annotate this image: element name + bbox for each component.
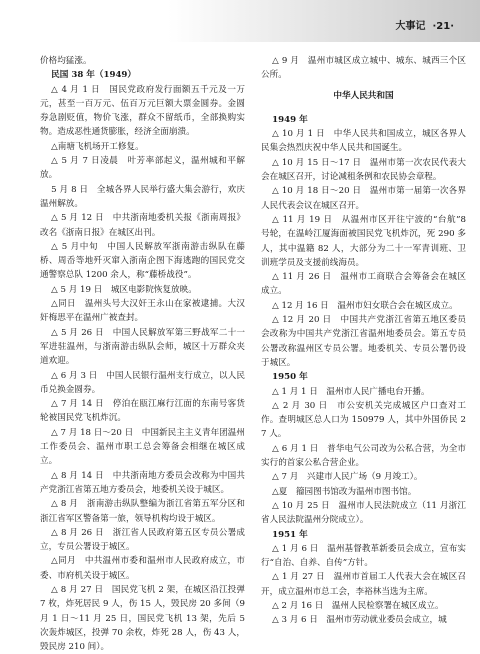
event-entry: △ 2 月 16 日 温州人民检察署在城区成立。 xyxy=(272,600,444,611)
event-entry: △ 8 月 浙南游击纵队整编为浙江省第五军分区和浙江省军区警备第一旅，领导机构均设于城区。 xyxy=(40,499,245,524)
event-entry: △ 2 月 30 日 市公安机关完成城区户口查对工作。查明城区总人口为 150979 人，其中外国侨民 27 人。 xyxy=(261,400,466,440)
event-entry: △ 5 月中旬 中国人民解放军浙南游击纵队在藤桥、周岙等地歼灭窜入浙南企图下海逃跑的国民党交通警察总队 1200 余人，称“藤桥战役”。 xyxy=(40,241,245,281)
event-entry: △ 11 月 26 日 温州市工商联合会筹备会在城区成立。 xyxy=(261,272,466,297)
event-entry: △ 3 月 6 日 温州市劳动就业委员会成立，城 xyxy=(272,615,447,626)
event-entry: △ 11 月 19 日 从温州市区开往宁波的“台航”8 号轮，在温岭江厦海面被国民党飞机炸沉，死 290 多人，其中温籍 82 人，大部分为二十一军青训班、卫训班学员及支援前线海员。 xyxy=(261,214,466,268)
event-entry: △ 8 月 27 日 国民党飞机 2 架，在城区沿江投弹 7 枚，炸死居民 9 人，伤 15 人，毁民房 20 多间（9 月 1 日～11 月 25 日，国民党飞机 13 架，先后 5 次轰炸城区，投弹 70 余枚，炸死 28 人，伤 43 人，毁民房 210 间）。 xyxy=(40,584,245,653)
page-number: ·21· xyxy=(432,21,454,32)
text-paragraph: 价格均猛涨。 xyxy=(40,56,92,66)
event-entry: △ 1 月 6 日 温州基督教革新委员会成立，宣布实行“自治、自养、自传”方针。 xyxy=(261,543,466,569)
event-entry: △ 12 月 20 日 中国共产党浙江省第五地区委员会改称为中国共产党浙江省温州地委员会。第五专员公署改称温州区专员公署。地委机关、专员公署仍设于城区。 xyxy=(261,315,466,368)
event-entry: △ 12 月 16 日 温州市妇女联合会在城区成立。 xyxy=(272,300,458,311)
event-entry: △ 10 月 15 日～17 日 温州市第一次农民代表大会在城区召开，讨论减租条例和农民协会章程。 xyxy=(261,157,466,183)
event-entry: △ 8 月 14 日 中共浙南地方委员会改称为中国共产党浙江省第五地方委员会，地委机关设于城区。 xyxy=(40,470,245,495)
event-entry: △ 1 月 1 日 温州市人民广播电台开播。 xyxy=(272,386,430,397)
right-column xyxy=(261,54,466,628)
page-header xyxy=(0,0,480,42)
event-entry: △ 4 月 1 日 国民党政府发行面额五千元及一万元，甚至一百万元、伍百万元巨额大票金圆券。金圆券急剧贬值，物价飞涨，群众不留纸币，全部换购实物。造成恶性通货膨胀，经济全面崩溃。 xyxy=(40,84,245,138)
event-entry: △ 7 月 兴建市人民广场（9 月竣工）。 xyxy=(272,472,423,483)
section-title: 大事记 xyxy=(395,21,426,32)
event-entry: △ 5 月 12 日 中共浙南地委机关报《浙南周报》改名《浙南日报》在城区出刊。 xyxy=(40,213,245,238)
event-entry: △同月 中共温州市委和温州市人民政府成立，市委、市府机关设于城区。 xyxy=(40,556,245,581)
event-entry: △同日 温州头号大汉奸王永山在家被逮捕。大汉奸梅思平在温州广被查封。 xyxy=(40,299,245,324)
left-column xyxy=(40,54,245,654)
event-entry: △南塘飞机场开工修复。 xyxy=(51,141,144,152)
event-entry: △ 7 月 18 日～20 日 中国新民主主义青年团温州工作委员会、温州市职工总会筹备会相继在城区成立。 xyxy=(40,427,245,467)
event-entry: 5 月 8 日 全城各界人民举行盛大集会游行，欢庆温州解放。 xyxy=(40,184,245,209)
event-entry: △ 5 月 26 日 中国人民解放军第三野战军二十一军进驻温州，与浙南游击纵队会师，城区十万群众夹道欢迎。 xyxy=(40,327,245,367)
event-entry: △ 10 月 1 日 中华人民共和国成立，城区各界人民集会热烈庆祝中华人民共和国诞生。 xyxy=(261,129,466,154)
year-heading: 民国 38 年（1949） xyxy=(51,70,137,81)
event-entry: △ 9 月 温州市城区成立城中、城东、城西三个区公所。 xyxy=(261,56,466,81)
event-entry: △ 1 月 27 日 温州市首届工人代表大会在城区召开，成立温州市总工会，李裕林当选为主席。 xyxy=(261,572,466,597)
event-entry: △ 7 月 14 日 停泊在瓯江麻行江面的东南号客货轮被国民党飞机炸沉。 xyxy=(40,399,245,424)
event-entry: △ 10 月 18 日～20 日 温州市第一届第一次各界人民代表会议在城区召开。 xyxy=(261,186,466,211)
event-entry: △ 8 月 26 日 浙江省人民政府第五区专员公署成立，专员公署设于城区。 xyxy=(40,527,245,553)
event-entry: △ 10 月 25 日 温州市人民法院成立（11 月浙江省人民法院温州分院成立）。 xyxy=(261,500,466,526)
event-entry: △ 6 月 3 日 中国人民银行温州支行成立，以人民币兑换金圆券。 xyxy=(40,370,245,395)
event-entry: △夏 籀园图书馆改为温州市图书馆。 xyxy=(272,486,417,497)
year-heading: 1951 年 xyxy=(272,529,308,540)
running-head xyxy=(396,17,454,32)
event-entry: △ 5 月 19 日 城区电影院恢复放映。 xyxy=(51,284,197,295)
section-heading: 中华人民共和国 xyxy=(333,90,394,101)
year-heading: 1949 年 xyxy=(272,114,308,125)
event-entry: △ 5 月 7 日凌晨 叶芳率部起义，温州城和平解放。 xyxy=(40,156,245,181)
event-entry: △ 6 月 1 日 普华电气公司改为公私合营，为全市实行的首家公私合营企业。 xyxy=(261,443,466,469)
year-heading: 1950 年 xyxy=(272,372,308,383)
